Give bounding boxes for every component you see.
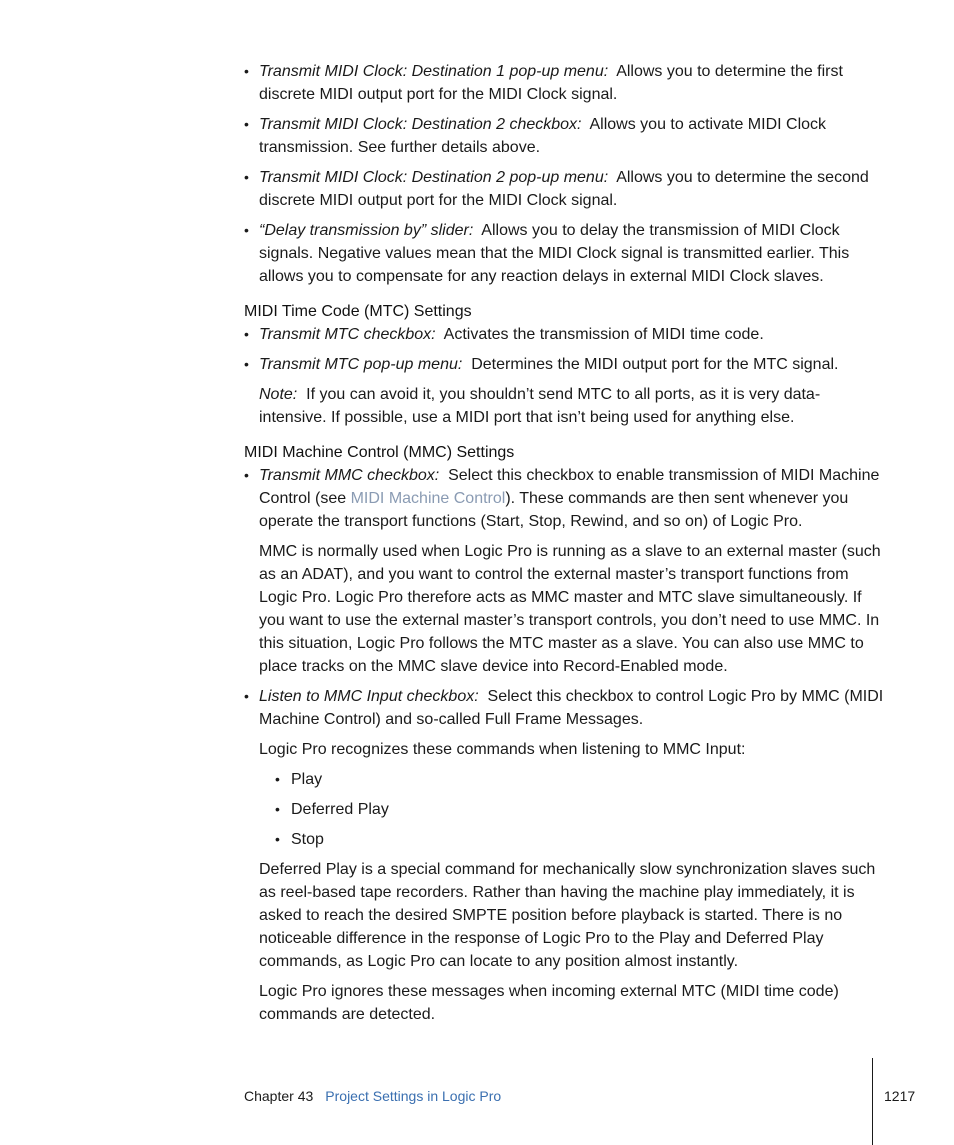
list-item [244, 219, 884, 288]
section-heading-mmc: MIDI Machine Control (MMC) Settings [244, 444, 515, 461]
chapter-label: Chapter 43 [244, 1088, 314, 1104]
note-text: If you can avoid it, you shouldn’t send MTC to all ports, as it is very data-intensive. If possible, use a MIDI port that isn’t being used for anything else. [259, 386, 821, 426]
bullet-icon: • [244, 356, 249, 372]
list-item [244, 464, 884, 533]
bullet-icon: • [244, 169, 249, 185]
paragraph: Logic Pro recognizes these commands when listening to MMC Input: [259, 741, 746, 758]
item-term: Listen to MMC Input checkbox: [259, 688, 479, 705]
list-item [275, 768, 884, 791]
item-term: Transmit MTC checkbox: [259, 326, 436, 343]
section-heading-mtc: MIDI Time Code (MTC) Settings [244, 303, 472, 320]
bullet-icon: • [244, 688, 249, 704]
command-list [275, 768, 884, 851]
item-text: Allows you to determine the first discrete MIDI output port for the MIDI Clock signal. [259, 63, 843, 103]
page-number: 1217 [884, 1088, 916, 1104]
list-item [244, 60, 884, 106]
paragraph: Logic Pro ignores these messages when incoming external MTC (MIDI time code) commands are detected. [259, 983, 839, 1023]
command-label: Deferred Play [291, 801, 389, 818]
item-term: Transmit MTC pop-up menu: [259, 356, 463, 373]
item-term: Transmit MMC checkbox: [259, 467, 440, 484]
list-item [244, 353, 884, 376]
bullet-icon: • [275, 801, 280, 817]
item-term: Transmit MIDI Clock: Destination 1 pop-up menu: [259, 63, 609, 80]
bullet-icon: • [244, 63, 249, 79]
command-label: Stop [291, 831, 324, 848]
list-item [244, 685, 884, 731]
item-text: Allows you to activate MIDI Clock transmission. See further details above. [259, 116, 827, 156]
list-item [244, 323, 884, 346]
item-text: ). These commands are then sent whenever you operate the transport functions (Start, Stop, Rewind, and so on) of Logic Pro. [259, 490, 849, 530]
chapter-title-link[interactable]: Project Settings in Logic Pro [325, 1088, 502, 1104]
item-text: Select this checkbox to control Logic Pro by MMC (MIDI Machine Control) and so-called Full Frame Messages. [259, 688, 884, 728]
item-text: Allows you to delay the transmission of MIDI Clock signals. Negative values mean that the MIDI Clock signal is transmitted earlier. This allows you to compensate for any reaction delays in external MIDI Clock slaves. [259, 222, 850, 285]
bullet-icon: • [244, 467, 249, 483]
list-item [275, 798, 884, 821]
item-term: Transmit MIDI Clock: Destination 2 checkbox: [259, 116, 582, 133]
item-term: Transmit MIDI Clock: Destination 2 pop-up menu: [259, 169, 609, 186]
document-body [244, 60, 884, 1033]
note-paragraph [259, 383, 884, 429]
bullet-icon: • [244, 116, 249, 132]
page-footer [244, 1087, 501, 1105]
command-label: Play [291, 771, 323, 788]
footer-divider [872, 1058, 873, 1145]
item-term: “Delay transmission by” slider: [259, 222, 474, 239]
midi-machine-control-link[interactable]: MIDI Machine Control [350, 490, 506, 507]
paragraph: MMC is normally used when Logic Pro is running as a slave to an external master (such as an ADAT), and you want to control the external master’s transport functions from Logic Pro. Logic Pro therefore acts as MMC master and MTC slave simultaneously. If you want to use the external master’s transport controls, you don’t need to use MMC. In this situation, Logic Pro follows the MTC master as a slave. You can also use MMC to place tracks on the MMC slave device into Record-Enabled mode. [259, 543, 881, 675]
item-text: Select this checkbox to enable transmission of MIDI Machine Control (see [259, 467, 880, 507]
list-item [275, 828, 884, 851]
bullet-icon: • [244, 326, 249, 342]
bullet-icon: • [275, 831, 280, 847]
paragraph: Deferred Play is a special command for mechanically slow synchronization slaves such as reel-based tape recorders. Rather than having the machine play immediately, it is asked to reach the desired SMPTE position before playback is started. There is no noticeable difference in the response of Logic Pro to the Play and Deferred Play commands, as Logic Pro can locate to any position almost instantly. [259, 861, 876, 970]
item-text: Allows you to determine the second discrete MIDI output port for the MIDI Clock signal. [259, 169, 869, 209]
item-text: Activates the transmission of MIDI time code. [443, 326, 764, 343]
list-item [244, 166, 884, 212]
note-label: Note: [259, 386, 298, 403]
item-text: Determines the MIDI output port for the MTC signal. [471, 356, 839, 373]
bullet-icon: • [244, 222, 249, 238]
list-item [244, 113, 884, 159]
bullet-icon: • [275, 771, 280, 787]
